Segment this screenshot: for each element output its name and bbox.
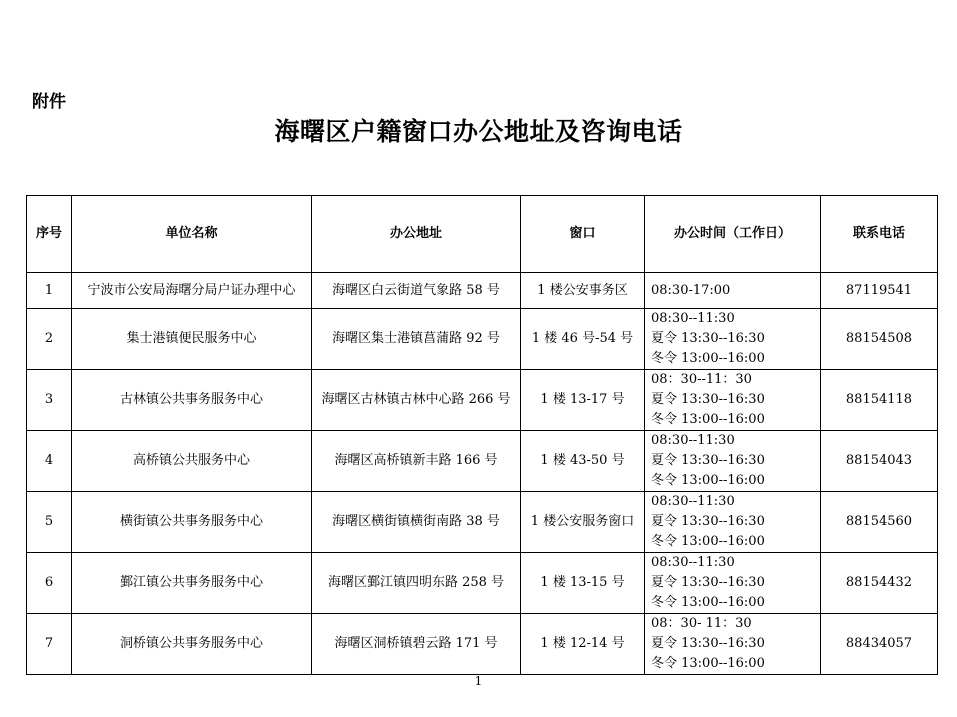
row-no: 5: [27, 492, 72, 553]
hours-line: 冬令 13:00--16:00: [651, 412, 765, 427]
table-header-row: [27, 196, 938, 273]
hours-line: 冬令 13:00--16:00: [651, 473, 765, 488]
attachment-label: 附件: [32, 92, 66, 112]
row-hours: [645, 273, 821, 309]
hours-line: 08:30--11:30: [651, 494, 735, 509]
row-address: 海曙区古林镇古林中心路 266 号: [312, 370, 521, 431]
row-address: 海曙区鄞江镇四明东路 258 号: [312, 553, 521, 614]
header-window: 窗口: [521, 196, 645, 273]
table-row: [27, 309, 938, 370]
row-hours: [645, 553, 821, 614]
row-address: 海曙区横街镇横街南路 38 号: [312, 492, 521, 553]
header-address: 办公地址: [312, 196, 521, 273]
row-phone: 88434057: [821, 614, 938, 675]
row-no: 4: [27, 431, 72, 492]
row-window: 1 楼 13-15 号: [521, 553, 645, 614]
row-name: 集士港镇便民服务中心: [72, 309, 312, 370]
row-name: 横街镇公共事务服务中心: [72, 492, 312, 553]
table-row: [27, 553, 938, 614]
page-number: 1: [474, 674, 483, 688]
row-hours: [645, 614, 821, 675]
row-name: 古林镇公共事务服务中心: [72, 370, 312, 431]
row-phone: 88154118: [821, 370, 938, 431]
office-table: [26, 195, 938, 675]
hours-line: 夏令 13:30--16:30: [651, 514, 765, 529]
row-address: 海曙区洞桥镇碧云路 171 号: [312, 614, 521, 675]
row-hours: [645, 309, 821, 370]
hours-line: 08：30--11：30: [651, 372, 752, 387]
row-no: 7: [27, 614, 72, 675]
table-row: [27, 273, 938, 309]
row-no: 1: [27, 273, 72, 309]
row-phone: 87119541: [821, 273, 938, 309]
hours-line: 夏令 13:30--16:30: [651, 453, 765, 468]
row-phone: 88154508: [821, 309, 938, 370]
hours-line: 夏令 13:30--16:30: [651, 575, 765, 590]
row-hours: [645, 370, 821, 431]
row-address: 海曙区白云街道气象路 58 号: [312, 273, 521, 309]
header-phone: 联系电话: [821, 196, 938, 273]
row-window: 1 楼 43-50 号: [521, 431, 645, 492]
row-address: 海曙区高桥镇新丰路 166 号: [312, 431, 521, 492]
hours-line: 夏令 13:30--16:30: [651, 392, 765, 407]
hours-line: 08:30--11:30: [651, 433, 735, 448]
header-no: 序号: [27, 196, 72, 273]
header-name: 单位名称: [72, 196, 312, 273]
row-name: 洞桥镇公共事务服务中心: [72, 614, 312, 675]
hours-line: 夏令 13:30--16:30: [651, 331, 765, 346]
row-window: 1 楼 13-17 号: [521, 370, 645, 431]
hours-line: 冬令 13:00--16:00: [651, 656, 765, 671]
hours-line: 08:30-17:00: [651, 282, 731, 298]
row-phone: 88154432: [821, 553, 938, 614]
hours-line: 冬令 13:00--16:00: [651, 595, 765, 610]
row-phone: 88154043: [821, 431, 938, 492]
page-title: 海曙区户籍窗口办公地址及咨询电话: [274, 117, 683, 146]
row-window: 1 楼公安服务窗口: [521, 492, 645, 553]
row-hours: [645, 431, 821, 492]
table-row: [27, 431, 938, 492]
row-phone: 88154560: [821, 492, 938, 553]
row-hours: [645, 492, 821, 553]
table-row: [27, 492, 938, 553]
table-row: [27, 370, 938, 431]
row-name: 鄞江镇公共事务服务中心: [72, 553, 312, 614]
row-name: 高桥镇公共服务中心: [72, 431, 312, 492]
hours-line: 冬令 13:00--16:00: [651, 534, 765, 549]
row-address: 海曙区集士港镇菖蒲路 92 号: [312, 309, 521, 370]
row-no: 2: [27, 309, 72, 370]
row-window: 1 楼公安事务区: [521, 273, 645, 309]
hours-line: 夏令 13:30--16:30: [651, 636, 765, 651]
row-no: 6: [27, 553, 72, 614]
hours-line: 08：30- 11：30: [651, 616, 752, 631]
hours-line: 08:30--11:30: [651, 311, 735, 326]
hours-line: 08:30--11:30: [651, 555, 735, 570]
row-window: 1 楼 46 号-54 号: [521, 309, 645, 370]
table-row: [27, 614, 938, 675]
row-no: 3: [27, 370, 72, 431]
hours-line: 冬令 13:00--16:00: [651, 351, 765, 366]
row-name: 宁波市公安局海曙分局户证办理中心: [72, 273, 312, 309]
row-window: 1 楼 12-14 号: [521, 614, 645, 675]
header-hours: 办公时间（工作日）: [645, 196, 821, 273]
